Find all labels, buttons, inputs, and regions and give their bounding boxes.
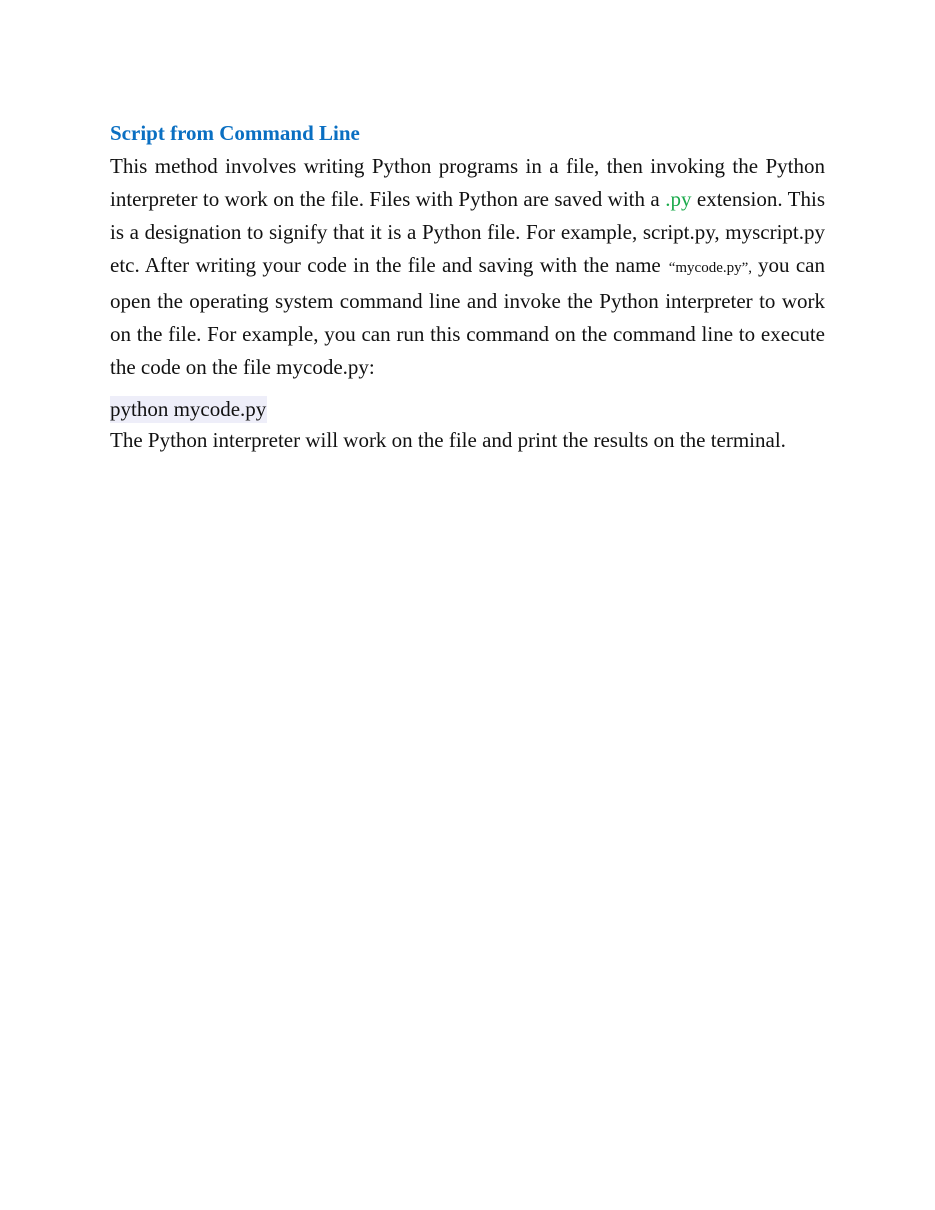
paragraph-text-part-3: you can open the operating system command line and invoke the Python interpreter to work on the file. For example, you can run this command on the command line to execute the code on the file mycode.py: <box>110 253 825 379</box>
command-code: python mycode.py <box>110 397 267 421</box>
command-example <box>110 394 825 424</box>
paragraph-text-part-1: This method involves writing Python programs in a file, then invoking the Python interpreter to work on the file. Files with Python are saved with a <box>110 154 825 211</box>
document-page <box>110 118 825 455</box>
quoted-filename: “mycode.py”, <box>668 260 753 276</box>
section-heading: Script from Command Line <box>110 121 360 145</box>
py-extension-text: .py <box>665 187 692 211</box>
result-paragraph: The Python interpreter will work on the file and print the results on the terminal. <box>110 428 786 452</box>
paragraph-text-part-2: extension. This is a designation to signify that it is a Python file. For example, script.py, myscript.py etc. After writing your code in the file and saving with the name <box>110 187 826 277</box>
body-paragraph <box>110 150 825 384</box>
